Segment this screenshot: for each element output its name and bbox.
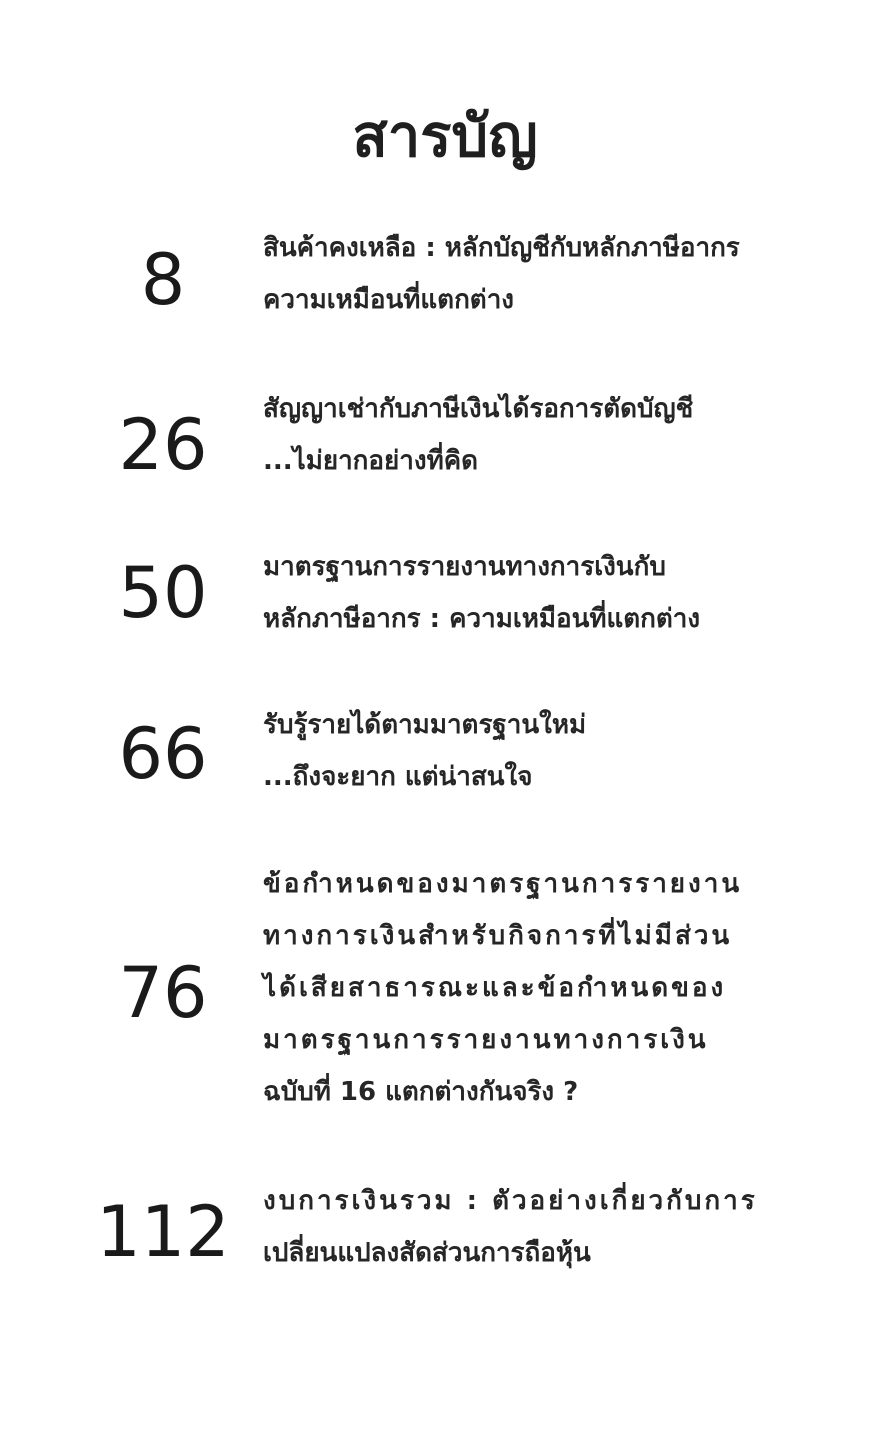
toc-entry-title-line: สัญญาเช่ากับภาษีเงินได้รอการตัดบัญชี bbox=[263, 394, 694, 424]
toc-entry-title-line: ได้เสียสาธารณะและข้อกำหนดของ bbox=[263, 973, 727, 1003]
toc-entry-title bbox=[263, 858, 763, 1118]
toc-page-number: 50 bbox=[118, 552, 208, 634]
toc-page-number: 66 bbox=[118, 713, 208, 795]
toc-entry-title-line: ฉบับที่ 16 แตกต่างกันจริง ? bbox=[263, 1077, 579, 1107]
toc-page-number: 112 bbox=[96, 1191, 230, 1273]
toc-page-number: 26 bbox=[118, 404, 208, 486]
toc-entry-title bbox=[263, 1175, 763, 1279]
toc-page-number: 76 bbox=[118, 952, 208, 1034]
toc-entry-title-line: ความเหมือนที่แตกต่าง bbox=[263, 285, 514, 315]
toc-entry-title-line: ...ไม่ยากอย่างที่คิด bbox=[263, 446, 478, 476]
toc-entry-title-line: สินค้าคงเหลือ : หลักบัญชีกับหลักภาษีอากร bbox=[263, 233, 740, 263]
toc-entry-title-line: มาตรฐานการรายงานทางการเงิน bbox=[263, 1025, 709, 1055]
toc-page-number: 8 bbox=[140, 239, 186, 321]
toc-entry-title-line: เปลี่ยนแปลงสัดส่วนการถือหุ้น bbox=[263, 1238, 591, 1268]
toc-entry-title-line: รับรู้รายได้ตามมาตรฐานใหม่ bbox=[263, 710, 587, 740]
page-title: สารบัญ bbox=[352, 102, 538, 170]
toc-entry-title bbox=[263, 541, 763, 645]
toc-entry-title bbox=[263, 222, 763, 326]
toc-entry-title-line: ข้อกำหนดของมาตรฐานการรายงาน bbox=[263, 869, 743, 899]
toc-entry-title bbox=[263, 383, 763, 487]
toc-entry-title bbox=[263, 699, 763, 803]
toc-entry-title-line: ...ถึงจะยาก แต่น่าสนใจ bbox=[263, 762, 533, 792]
toc-entry-title-line: งบการเงินรวม : ตัวอย่างเกี่ยวกับการ bbox=[263, 1186, 758, 1216]
toc-entry-title-line: มาตรฐานการรายงานทางการเงินกับ bbox=[263, 552, 666, 582]
toc-entry-title-line: ทางการเงินสำหรับกิจการที่ไม่มีส่วน bbox=[263, 921, 733, 951]
toc-entry-title-line: หลักภาษีอากร : ความเหมือนที่แตกต่าง bbox=[263, 604, 701, 634]
